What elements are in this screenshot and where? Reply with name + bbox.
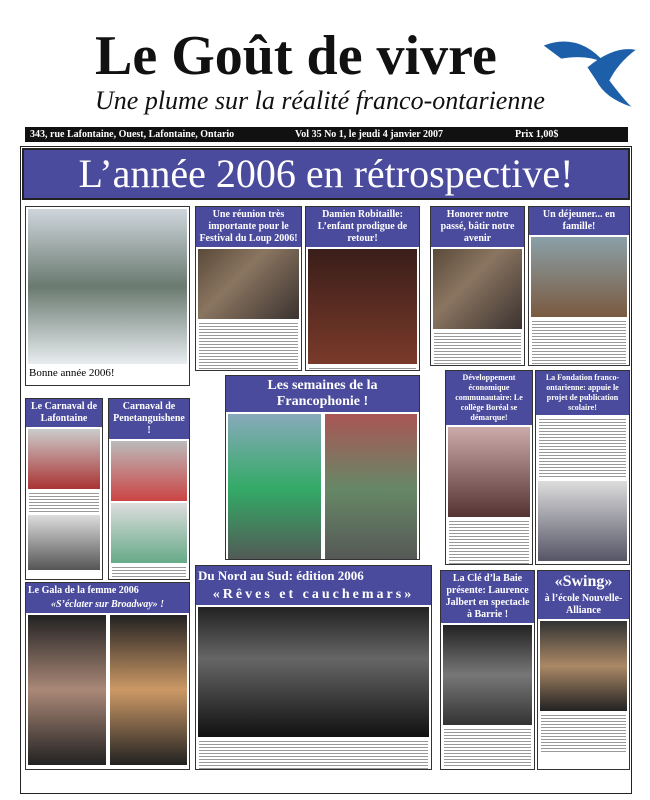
- headline: Le Carnaval de Lafontaine: [26, 399, 102, 427]
- article-text: [444, 728, 531, 768]
- masthead-tagline: Une plume sur la réalité franco-ontarienne: [95, 86, 545, 115]
- photo: [540, 621, 627, 711]
- headline: La Clé d’la Baie présente: Laurence Jalbert en spectacle à Barrie !: [441, 571, 534, 623]
- subheadline: «Rêves et cauchemars»: [196, 585, 431, 605]
- article-text: [532, 320, 626, 366]
- headline: Honorer notre passé, bâtir notre avenir: [431, 207, 524, 247]
- winter-photo: [28, 209, 187, 364]
- story-boreal[interactable]: [445, 370, 533, 565]
- photo: [111, 441, 187, 501]
- photo: [531, 237, 627, 317]
- photo: [448, 427, 530, 517]
- headline: Le Gala de la femme 2006: [26, 583, 189, 599]
- photo: [28, 515, 100, 570]
- story-carnaval-lafontaine[interactable]: [25, 398, 103, 580]
- caption: Bonne année 2006!: [29, 367, 115, 379]
- headline-banner: L’année 2006 en rétrospective!: [22, 148, 630, 200]
- headline: Damien Robitaille: L’enfant prodigue de retour!: [306, 207, 419, 247]
- photo: [28, 615, 106, 765]
- photo: [111, 503, 187, 563]
- photo: [443, 625, 532, 725]
- info-bar: [25, 127, 628, 142]
- story-damien[interactable]: [305, 206, 420, 371]
- headline: Carnaval de Penetanguishene !: [109, 399, 189, 439]
- story-gala[interactable]: [25, 582, 190, 770]
- photo: [28, 429, 100, 489]
- headline: Développement économique communautaire: Le collège Boréal se démarque!: [446, 371, 532, 425]
- address: 343, rue Lafontaine, Ouest, Lafontaine, Ontario: [30, 129, 235, 140]
- photo: [228, 414, 321, 560]
- bird-logo-icon: [535, 22, 640, 117]
- price: Prix 1,00$: [515, 129, 559, 140]
- story-honorer[interactable]: [430, 206, 525, 366]
- story-fondation[interactable]: [535, 370, 630, 565]
- article-text: [199, 740, 428, 770]
- photo: [198, 249, 299, 319]
- story-reunion[interactable]: [195, 206, 302, 371]
- headline: Du Nord au Sud: édition 2006: [196, 566, 431, 585]
- photo: [308, 249, 417, 364]
- headline: Les semaines de la Francophonie !: [226, 376, 419, 412]
- article-text: [309, 367, 416, 371]
- issue-date: Vol 35 No 1, le jeudi 4 janvier 2007: [295, 129, 444, 140]
- story-carnaval-penetang[interactable]: [108, 398, 190, 580]
- headline: Une réunion très importante pour le Festival du Loup 2006!: [196, 207, 301, 247]
- article-text: [29, 492, 99, 512]
- article-text: [199, 322, 298, 371]
- headline: Un déjeuner... en famille!: [529, 207, 629, 235]
- headline: La Fondation franco-ontarienne: appuie le projet de publication scolaire!: [536, 371, 629, 415]
- masthead-title: Le Goût de vivre: [95, 25, 497, 87]
- story-nord-sud[interactable]: [195, 565, 432, 770]
- story-jalbert[interactable]: [440, 570, 535, 770]
- article-text: [112, 566, 186, 580]
- headline: «Swing»: [538, 571, 629, 593]
- photo: [433, 249, 522, 329]
- photo: [198, 607, 429, 737]
- subheadline: à l’école Nouvelle-Alliance: [538, 593, 629, 619]
- photo: [538, 481, 627, 561]
- story-francophonie[interactable]: [225, 375, 420, 560]
- story-winter[interactable]: [25, 206, 190, 386]
- subheadline: «S’éclater sur Broadway» !: [26, 599, 189, 613]
- article-text: [541, 714, 626, 754]
- article-text: [434, 332, 521, 366]
- photo: [110, 615, 188, 765]
- photo: [325, 414, 418, 560]
- article-text: [539, 418, 626, 478]
- story-swing[interactable]: [537, 570, 630, 770]
- story-dejeuner[interactable]: [528, 206, 630, 366]
- article-text: [449, 520, 529, 565]
